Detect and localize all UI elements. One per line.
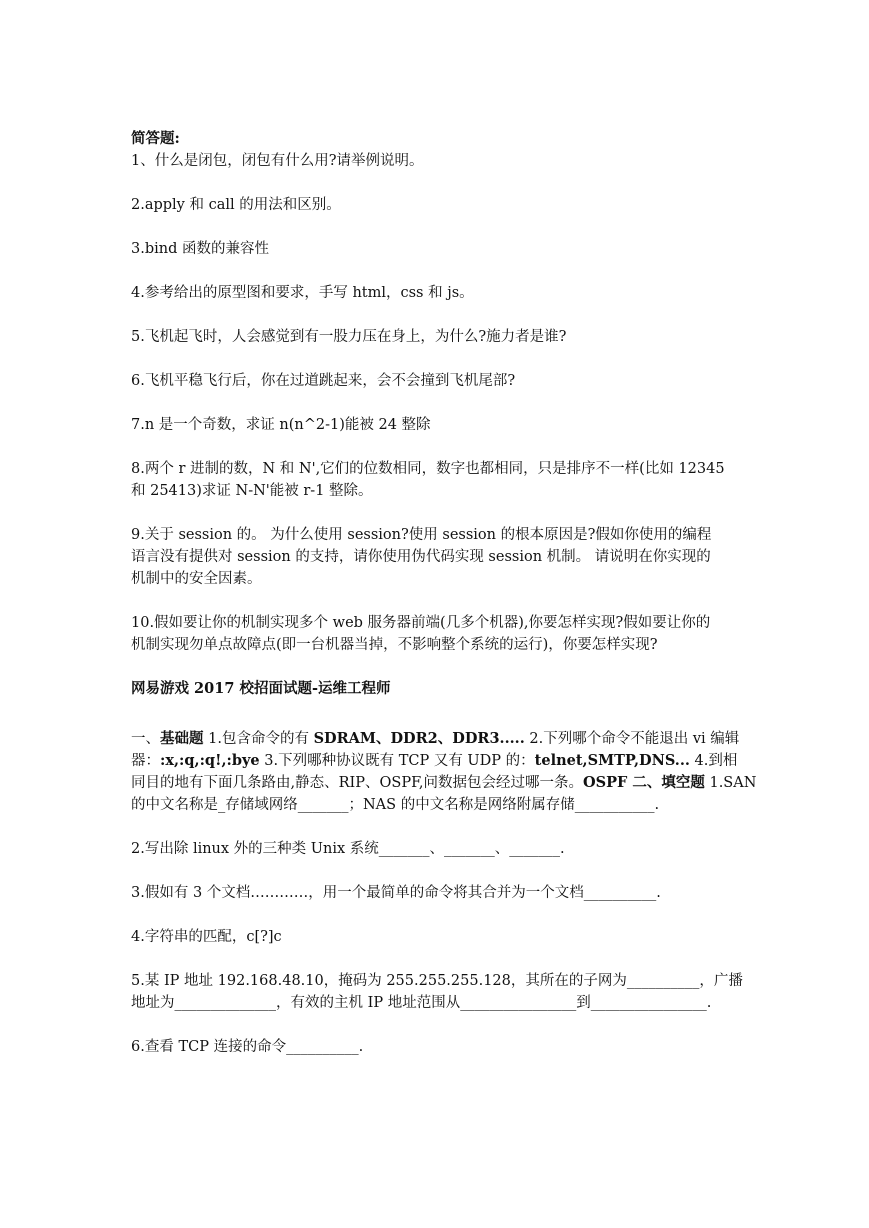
basic-line-1-c: 1.包含命令的有 — [203, 731, 314, 747]
question-7: 7.n 是一个奇数，求证 n(n^2-1)能被 24 整除 — [131, 417, 431, 433]
fill-question-2: 2.写出除 linux 外的三种类 Unix 系统_______、_______、_______. — [131, 841, 565, 857]
basic-line-2 — [131, 750, 743, 772]
section-heading-short-answer: 简答题: — [131, 130, 180, 147]
basic-line-3 — [131, 772, 757, 794]
question-8-line-2: 和 25413)求证 N-N'能被 r-1 整除。 — [131, 483, 373, 499]
question-4: 4.参考给出的原型图和要求，手写 html，css 和 js。 — [131, 285, 474, 301]
basic-line-2-b: :x,:q,:q!,:bye — [160, 752, 260, 769]
question-2: 2.apply 和 call 的用法和区别。 — [131, 197, 341, 213]
fill-question-4: 4.字符串的匹配，c[?]c — [131, 929, 282, 945]
basic-line-3-b: OSPF 二、填空题 — [583, 774, 705, 791]
basic-line-1 — [131, 728, 743, 750]
basic-line-1-a: 一、 — [131, 731, 160, 747]
question-3: 3.bind 函数的兼容性 — [131, 241, 269, 257]
question-8-line-1: 8.两个 r 进制的数，N 和 N',它们的位数相同，数字也都相同，只是排序不一样(比如 12345 — [131, 461, 725, 477]
basic-line-3-c: 1.SAN — [704, 775, 757, 791]
basic-line-2-a: 器： — [131, 753, 160, 769]
question-5: 5.飞机起飞时，人会感觉到有一股力压在身上，为什么?施力者是谁? — [131, 329, 567, 345]
basic-line-1-d: SDRAM、DDR2、DDR3..... — [313, 730, 525, 747]
question-9-line-1: 9.关于 session 的。 为什么使用 session?使用 session 的根本原因是?假如你使用的编程 — [131, 527, 712, 543]
question-10-line-1: 10.假如要让你的机制实现多个 web 服务器前端(几多个机器),你要怎样实现?假如要让你的 — [131, 615, 711, 631]
basic-line-2-d: telnet,SMTP,DNS... — [534, 752, 690, 769]
question-10 — [131, 612, 743, 656]
question-1: 1、什么是闭包，闭包有什么用?请举例说明。 — [131, 153, 424, 169]
document-body — [131, 128, 757, 1058]
basic-line-1-b: 基础题 — [160, 730, 204, 747]
basic-line-2-c: 3.下列哪种协议既有 TCP 又有 UDP 的： — [259, 753, 535, 769]
basic-questions-paragraph — [131, 728, 757, 816]
basic-line-4: 的中文名称是_存储域网络_______；NAS 的中文名称是网络附属存储___________. — [131, 797, 660, 813]
section-heading-netease: 网易游戏 2017 校招面试题-运维工程师 — [131, 680, 391, 697]
basic-line-1-e: 2.下列哪个命令不能退出 vi 编辑 — [524, 731, 740, 747]
fill-question-5-line-2: 地址为______________，有效的主机 IP 地址范围从________________到________________. — [131, 995, 712, 1011]
fill-question-6: 6.查看 TCP 连接的命令__________. — [131, 1039, 364, 1055]
basic-line-3-a: 同目的地有下面几条路由,静态、RIP、OSPF,问数据包会经过哪一条。 — [131, 775, 583, 791]
question-6: 6.飞机平稳飞行后，你在过道跳起来，会不会撞到飞机尾部? — [131, 373, 516, 389]
fill-question-5-line-1: 5.某 IP 地址 192.168.48.10，掩码为 255.255.255.128，其所在的子网为__________，广播 — [131, 973, 743, 989]
question-10-line-2: 机制实现勿单点故障点(即一台机器当掉，不影响整个系统的运行)，你要怎样实现? — [131, 637, 658, 653]
question-9-line-3: 机制中的安全因素。 — [131, 571, 262, 587]
question-8 — [131, 458, 743, 502]
question-9-line-2: 语言没有提供对 session 的支持，请你使用伪代码实现 session 机制。 请说明在你实现的 — [131, 549, 711, 565]
question-9 — [131, 524, 743, 590]
fill-question-5 — [131, 970, 743, 1014]
basic-line-2-e: 4.到相 — [689, 753, 738, 769]
fill-question-3: 3.假如有 3 个文档…………，用一个最简单的命令将其合并为一个文档__________. — [131, 885, 661, 901]
